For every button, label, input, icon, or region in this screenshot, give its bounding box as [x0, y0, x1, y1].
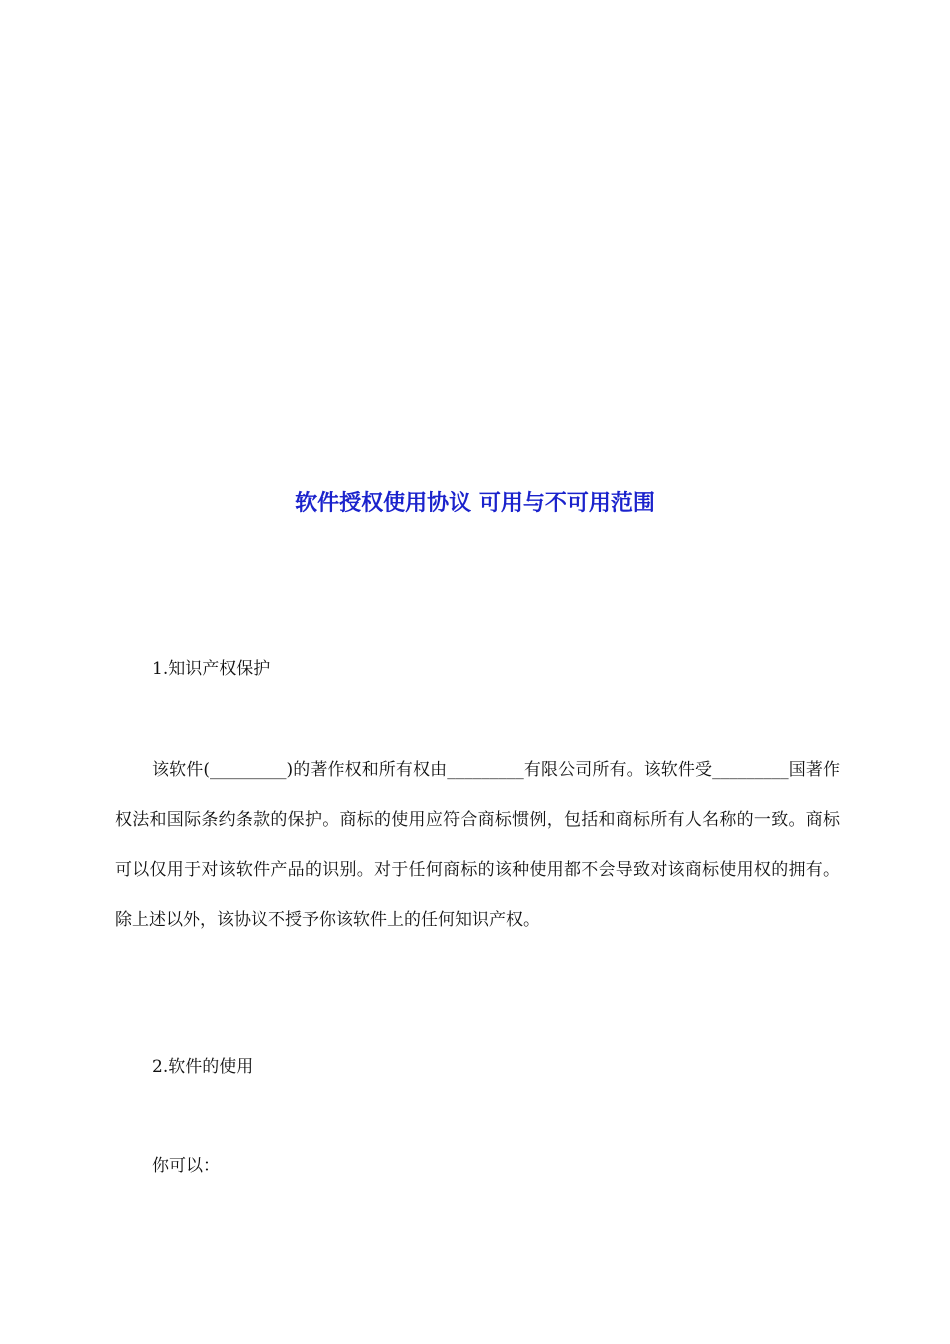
document-title: 软件授权使用协议 可用与不可用范围 — [295, 491, 655, 516]
section-paragraph-software-use: 你可以： — [152, 1156, 220, 1176]
section-heading-ip-protection: 1.知识产权保护 — [152, 659, 271, 679]
section-paragraph-ip-protection: 该软件(_________)的著作权和所有权由_________有限公司所有。该软件受_________国著作权法和国际条约条款的保护。商标的使用应符合商标惯例，包括和商标所有人名称的一致。商标可以仅用于对该软件产品的识别。对于任何商标的该种使用都不会导致对该商标使用权的拥有。除上述以外，该协议不授予你该软件上的任何知识产权。 — [115, 760, 840, 930]
section-heading-software-use: 2.软件的使用 — [152, 1057, 254, 1077]
